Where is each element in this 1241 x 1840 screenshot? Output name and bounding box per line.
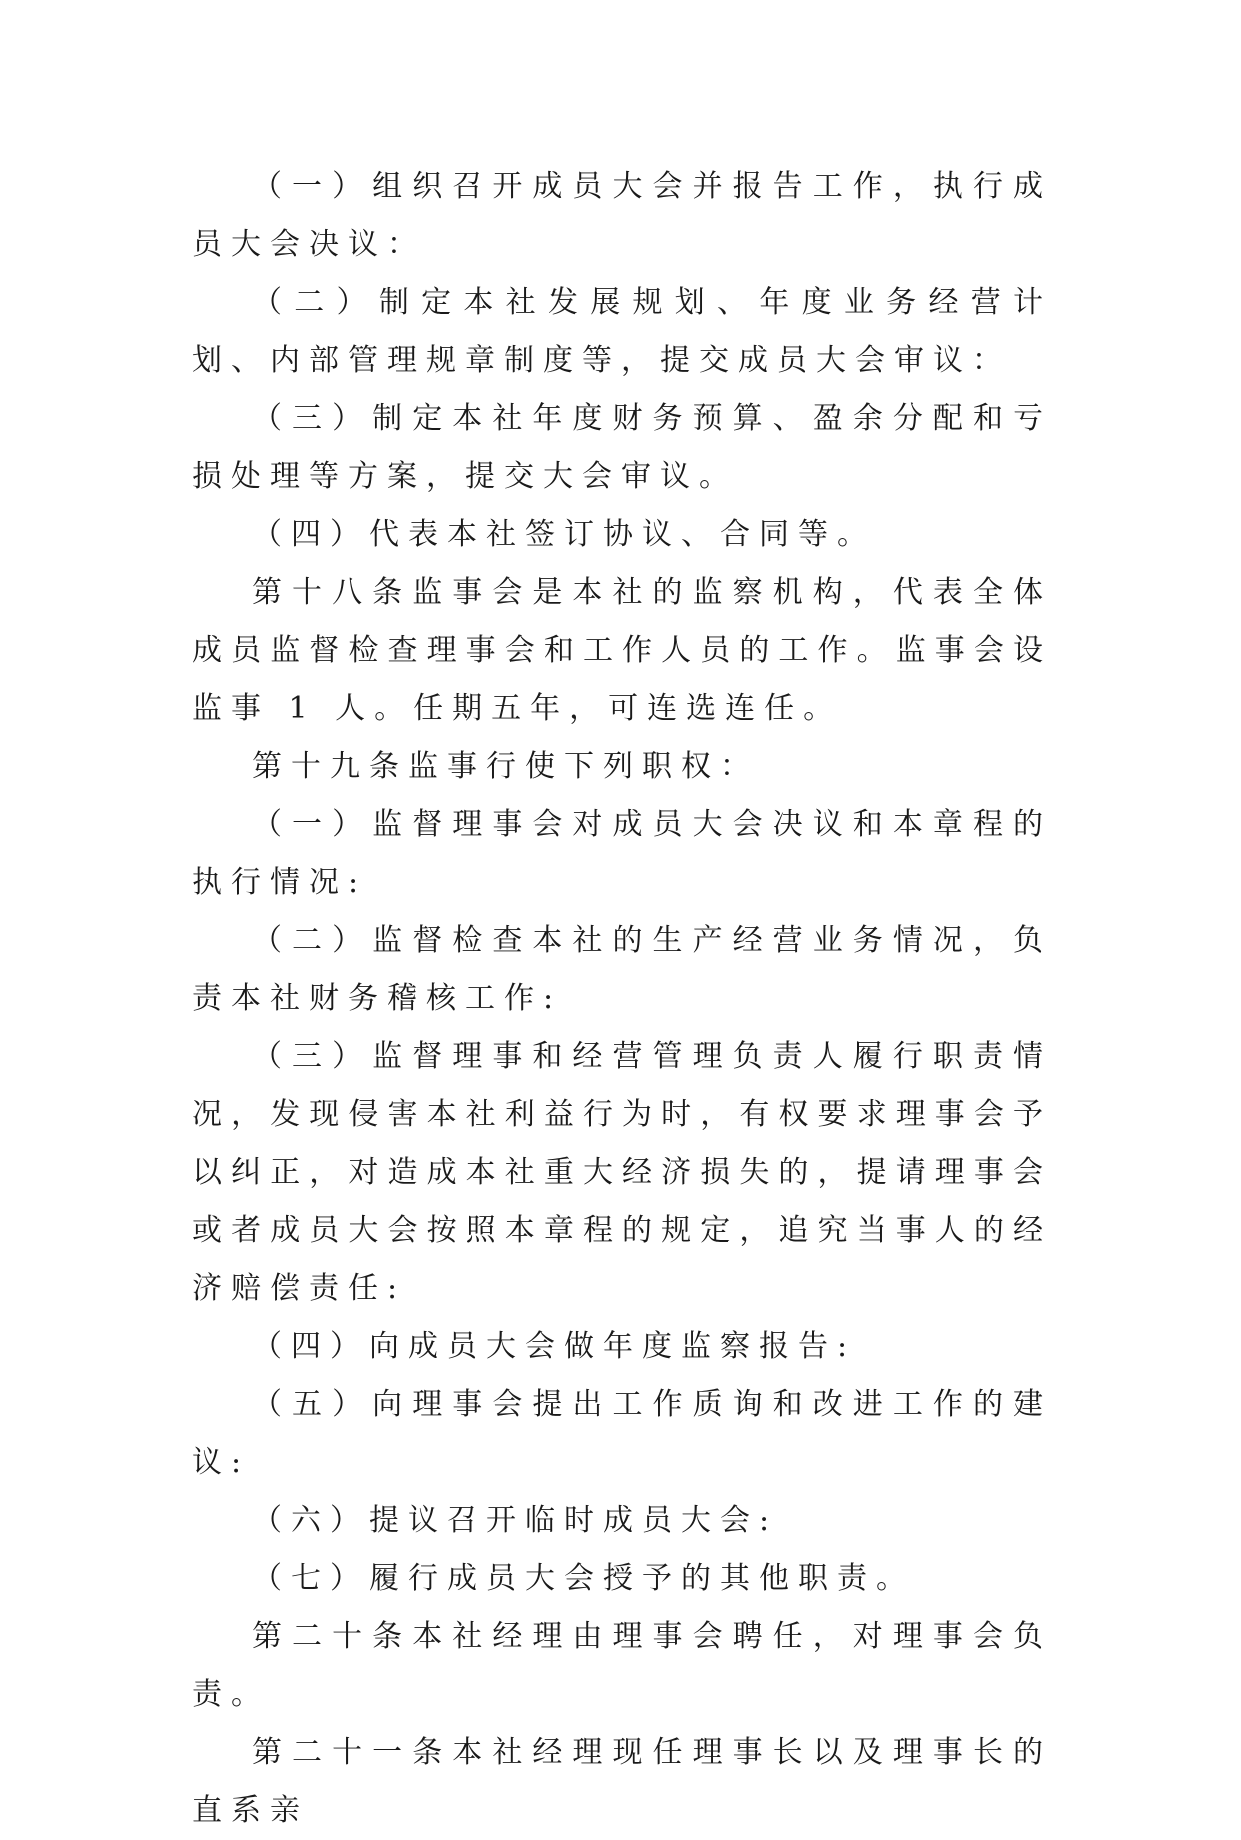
paragraph-9: （三）监督理事和经营管理负责人履行职责情况，发现侵害本社利益行为时，有权要求理事会予以纠正，对造成本社重大经济损失的，提请理事会或者成员大会按照本章程的规定，追究当事人的经济赔偿责任: [192, 1039, 1052, 1306]
paragraph-4: （四）代表本社签订协议、合同等。 [252, 517, 876, 552]
paragraph-10: （四）向成员大会做年度监察报告: [252, 1329, 857, 1364]
paragraph-8: （二）监督检查本社的生产经营业务情况，负责本社财务稽核工作: [192, 923, 1052, 1016]
paragraph-15: 第二十一条本社经理现任理事长以及理事长的直系亲 [192, 1735, 1052, 1828]
paragraph-5: 第十八条监事会是本社的监察机构，代表全体成员监督检查理事会和工作人员的工作。监事会设监事 1 人。任期五年，可连选连任。 [192, 575, 1052, 726]
document-body [192, 158, 1052, 1840]
paragraph-13: （七）履行成员大会授予的其他职责。 [252, 1561, 915, 1596]
paragraph-3: （三）制定本社年度财务预算、盈余分配和亏损处理等方案，提交大会审议。 [192, 401, 1052, 494]
paragraph-1: （一）组织召开成员大会并报告工作，执行成员大会决议： [192, 169, 1052, 262]
paragraph-14: 第二十条本社经理由理事会聘任，对理事会负责。 [192, 1619, 1052, 1712]
paragraph-7: （一）监督理事会对成员大会决议和本章程的执行情况: [192, 807, 1052, 900]
paragraph-6: 第十九条监事行使下列职权： [252, 749, 759, 784]
paragraph-2: （二）制定本社发展规划、年度业务经营计划、内部管理规章制度等，提交成员大会审议： [192, 285, 1052, 378]
paragraph-11: （五）向理事会提出工作质询和改进工作的建议: [192, 1387, 1052, 1480]
paragraph-12: （六）提议召开临时成员大会: [252, 1503, 779, 1538]
